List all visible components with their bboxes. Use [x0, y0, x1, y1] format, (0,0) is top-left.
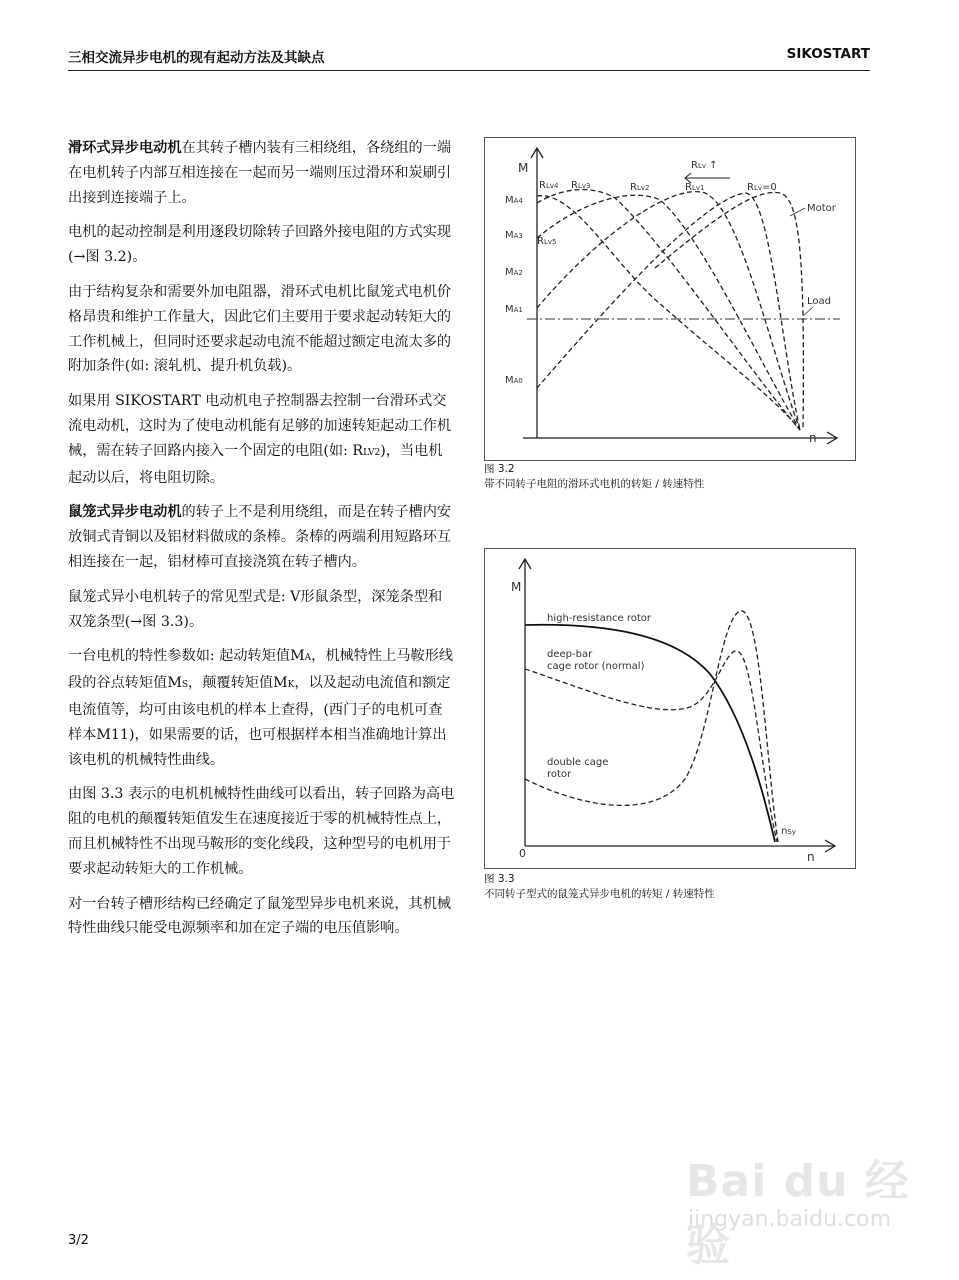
- label-ma0: MA0: [505, 375, 523, 386]
- header-divider: [68, 70, 870, 71]
- curve-rlv3: [537, 195, 800, 430]
- figure-3-2-caption: 图 3.2 带不同转子电阻的滑环式电机的转矩 / 转速特性: [484, 463, 705, 490]
- paragraph-parameters: 一台电机的特性参数如: 起动转矩值MA，机械特性上马鞍形线段的谷点转矩值MS，颠覆转矩值MK，以及起动电流值和额定电流值等，均可由该电机的样本上查得，(西门子的电机可查样本M11)，如果需要的话，也可根据样本相当准确地计算出该电机的机械特性曲线。: [68, 648, 454, 768]
- watermark-url: jingyan.baidu.com: [688, 1207, 892, 1232]
- label-ma4: MA4: [505, 195, 523, 206]
- label-rlv2: RLv2: [630, 182, 650, 193]
- page-number: 3/2: [68, 1233, 89, 1248]
- label-double-cage-2: rotor: [547, 769, 572, 780]
- figure-3-2-diagram: [485, 138, 855, 460]
- figure-3-3-caption: 图 3.3 不同转子型式的鼠笼式异步电机的转矩 / 转速特性: [484, 873, 715, 900]
- label-ns: nSy: [781, 826, 796, 837]
- curve-deep-bar: [525, 651, 777, 842]
- label-ma2: MA2: [505, 267, 523, 278]
- watermark-logo: Bai du 经验: [686, 1156, 910, 1271]
- label-rlv4: RLv4: [539, 180, 559, 191]
- page-header: [68, 46, 870, 66]
- label-deep-bar-1: deep-bar: [547, 649, 593, 660]
- curve-rlv4: [537, 190, 800, 430]
- label-ma3: MA3: [505, 230, 523, 241]
- baidu-watermark: [686, 1145, 916, 1271]
- figure-3-3-diagram: [485, 549, 855, 868]
- label-ma1: MA1: [505, 304, 523, 315]
- paragraph-fig33-explanation: 由图 3.3 表示的电机机械特性曲线可以看出，转子回路为高电阻的电机的颠覆转矩值发生在速度接近于零的机械特性点上，而且机械特性不出现马鞍形的变化线段，这种型号的电机用于要求起动转矩大的工作机械。: [68, 786, 455, 877]
- body-text-column: [68, 136, 456, 951]
- figure-3-2: [484, 137, 856, 461]
- label-double-cage-1: double cage: [547, 757, 609, 768]
- paragraph-cost: 由于结构复杂和需要外加电阻器，滑环式电机比鼠笼式电机价格昂贵和维护工作量大，因此它们主要用于要求起动转矩大的工作机械上，但同时还要求起动电流不能超过额定电流太多的附加条件(如: 滚轧机、提升机负载)。: [68, 283, 452, 375]
- label-deep-bar-2: cage rotor (normal): [547, 661, 645, 672]
- origin-label: 0: [519, 847, 526, 860]
- figure-3-3: [484, 548, 856, 869]
- header-brand: SIKOSTART: [786, 46, 870, 62]
- load-leader: [803, 307, 813, 316]
- x-axis-label: n: [809, 431, 817, 445]
- curve-rlv5: [537, 196, 800, 430]
- svg-text:RLv ↑: RLv ↑: [691, 160, 718, 171]
- paragraph-frequency: 对一台转子槽形结构已经确定了鼠笼型异步电机来说，其机械特性曲线只能受电源频率和加在定子端的电压值影响。: [68, 895, 452, 937]
- curve-rlv0: [655, 192, 803, 430]
- x-axis-label: n: [807, 850, 815, 864]
- header-title: 三相交流异步电机的现有起动方法及其缺点: [68, 50, 325, 66]
- paragraph-squirrel-cage: 鼠笼式异步电动机的转子上不是利用绕组，而是在转子槽内安放铜式青铜以及铝材料做成的条棒。条棒的两端利用短路环互相连接在一起，铝材棒可直接浇筑在转子槽内。: [68, 504, 452, 570]
- label-rlv3: RLv3: [571, 180, 591, 191]
- label-rlv5: RLv5: [537, 236, 557, 247]
- paragraph-slip-ring: 滑环式异步电动机在其转子槽内装有三相绕组，各绕组的一端在电机转子内部互相连接在一起而另一端则压过滑环和炭刷引出接到连接端子上。: [68, 140, 452, 206]
- paragraph-rotor-types: 鼠笼式异小电机转子的常见型式是: V形鼠条型，深笼条型和双笼条型(→图 3.3)。: [68, 588, 443, 630]
- torque-curves: [537, 190, 803, 430]
- label-rlv0: RLv=0: [747, 182, 777, 193]
- label-rlv1: RLv1: [685, 182, 705, 193]
- term-slip-ring-motor: 滑环式异步电动机: [68, 140, 182, 156]
- label-load: Load: [807, 296, 831, 307]
- y-axis-label: M: [511, 580, 522, 594]
- paragraph-start-control: 电机的起动控制是利用逐段切除转子回路外接电阻的方式实现(→图 3.2)。: [68, 224, 452, 266]
- label-motor: Motor: [807, 203, 836, 214]
- paragraph-sikostart: 如果用 SIKOSTART 电动机电子控制器去控制一台滑环式交流电动机，这时为了使电动机能有足够的加速转矩起动工作机械，需在转子回路内接入一个固定的电阻(如: RLV2)，当电机起动以后，将电阻切除。: [68, 393, 452, 486]
- y-axis-label: M: [518, 161, 529, 175]
- label-high-resistance: high-resistance rotor: [547, 613, 652, 624]
- term-squirrel-cage-motor: 鼠笼式异步电动机: [68, 504, 182, 521]
